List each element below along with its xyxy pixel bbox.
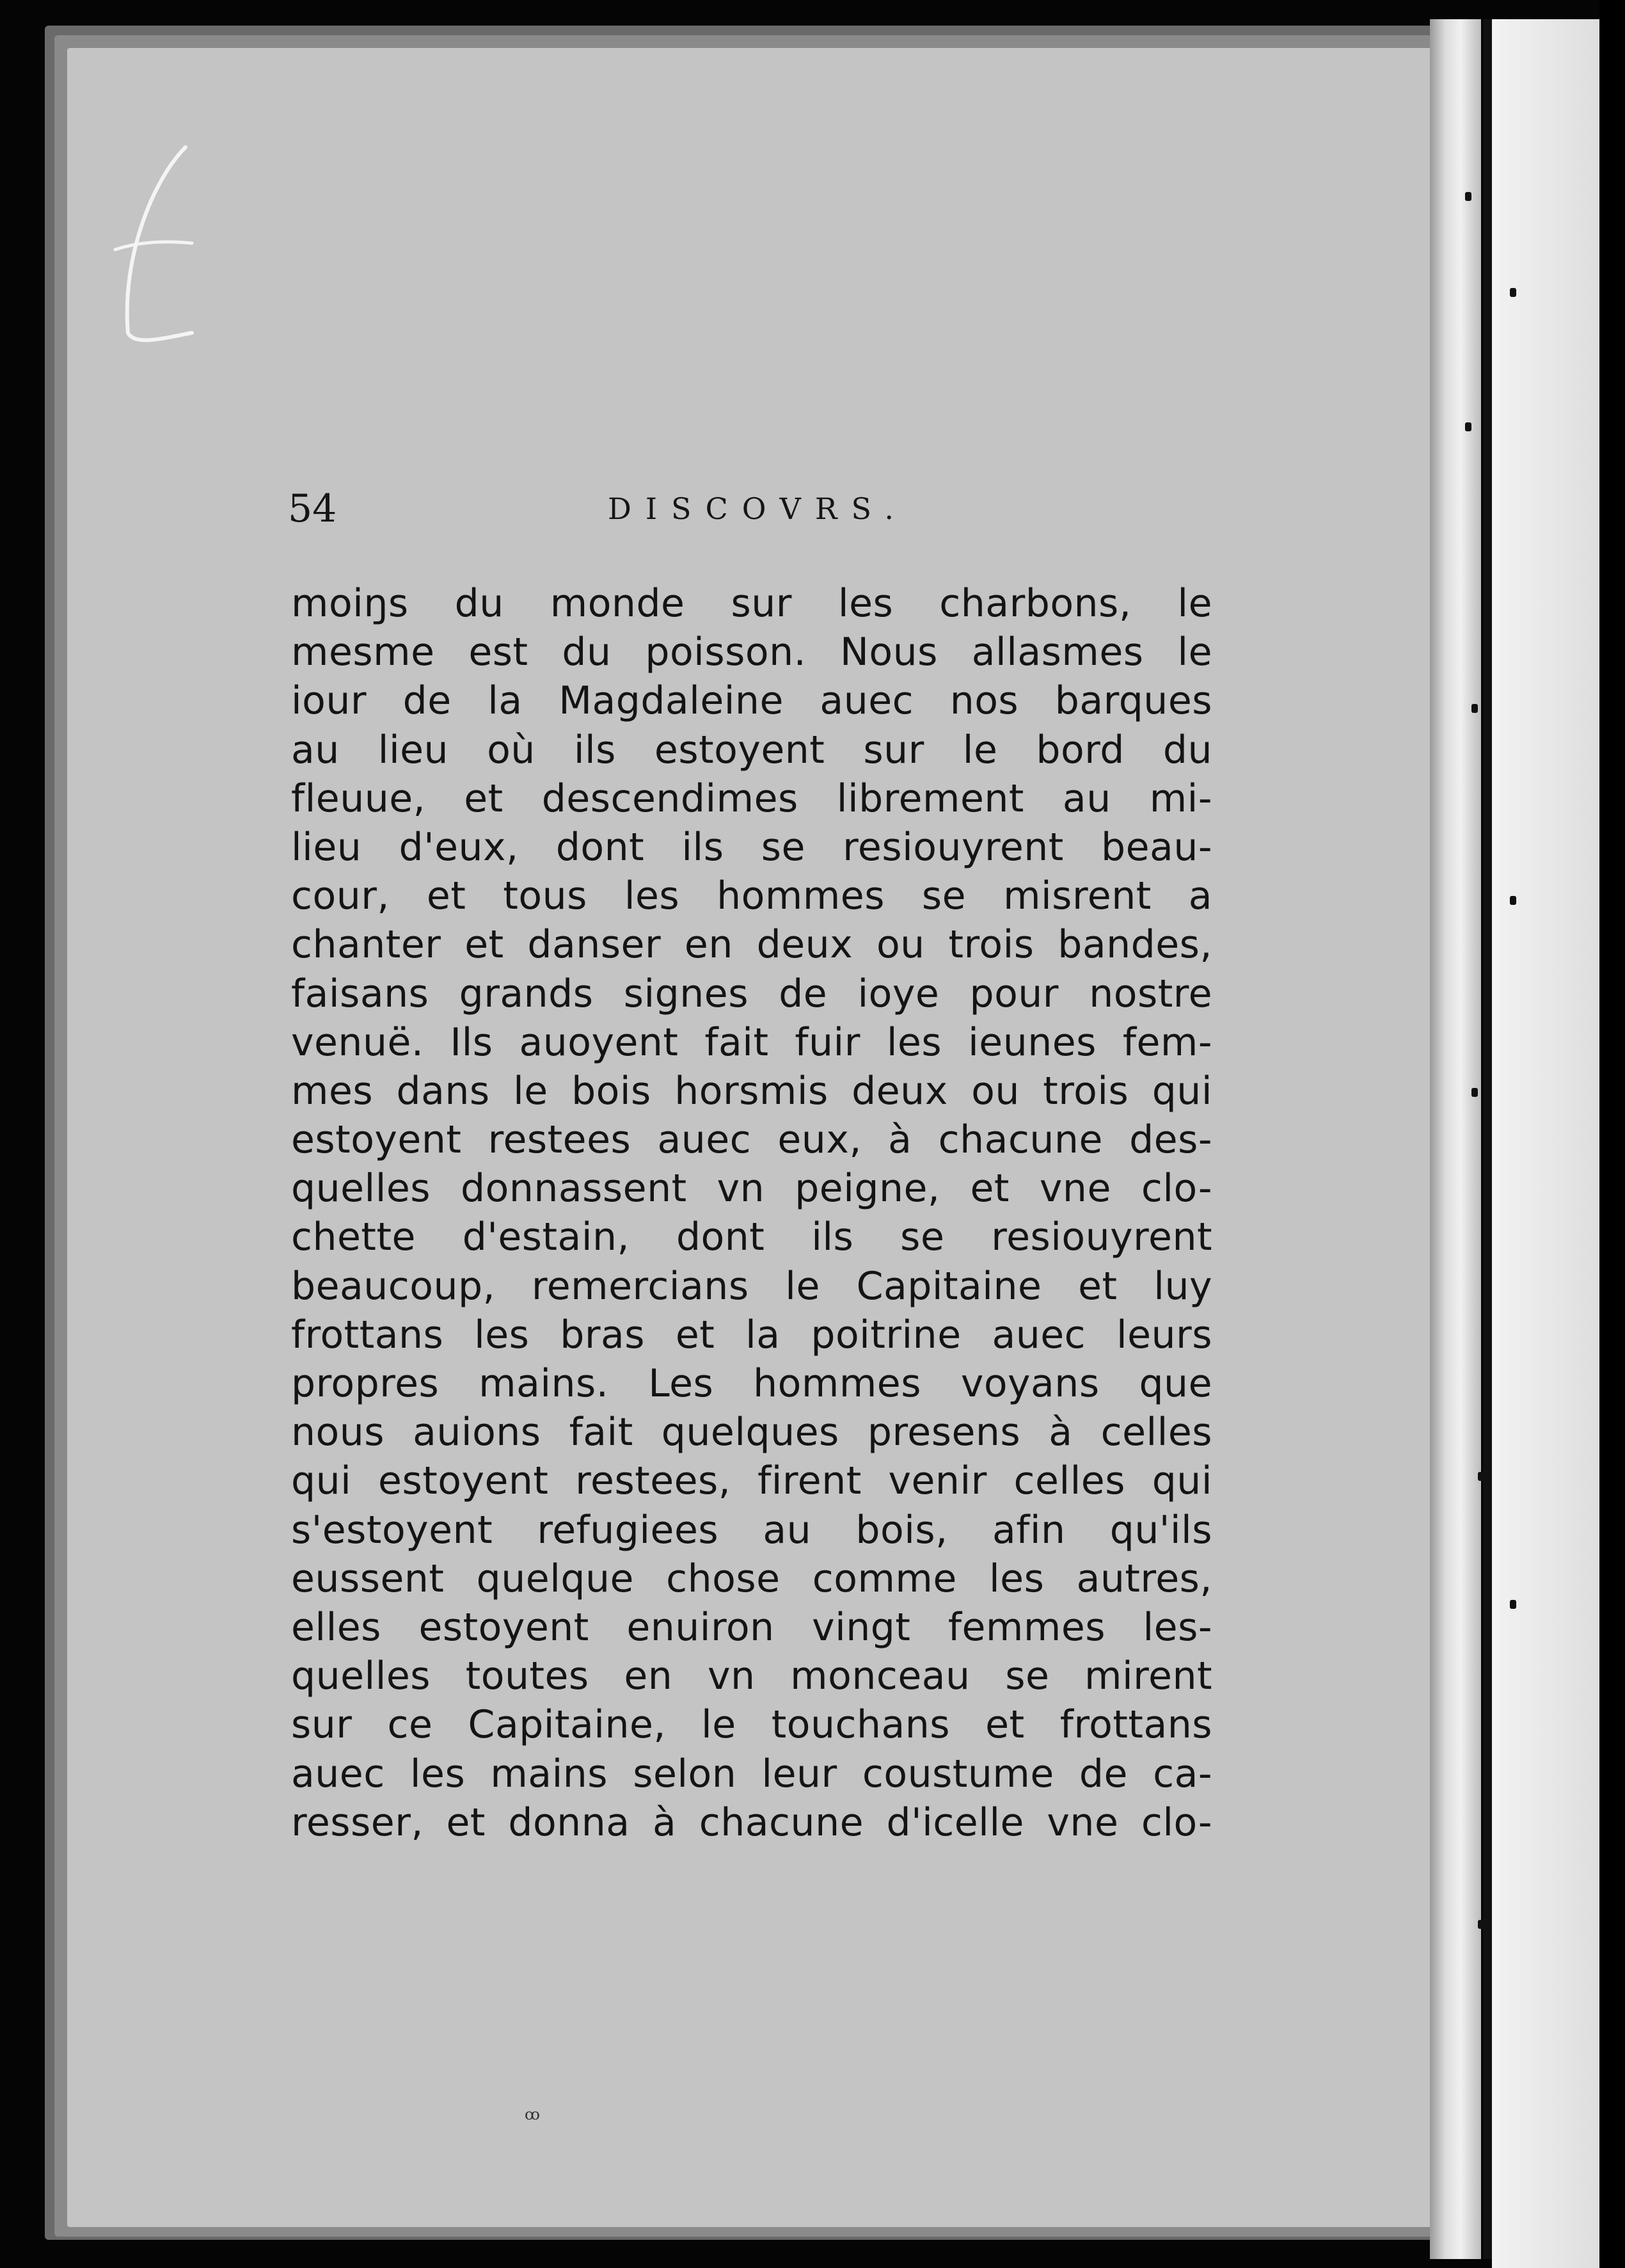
binding-stitch [1510,1600,1516,1609]
signature-mark: ꝏ [525,2105,540,2123]
text-line: mes dans le bois horsmis deux ou trois qui [291,1068,1212,1114]
text-line: iour de la Magdaleine auec nos barques [291,678,1212,724]
text-line: quelles donnassent vn peigne, et vne clo- [291,1166,1212,1211]
text-line: nous auions fait quelques presens à celles [291,1410,1212,1455]
binding-stitch [1465,192,1471,201]
page-number: 54 [288,486,337,531]
binding-stitch [1478,1472,1484,1481]
text-line: mesme est du poisson. Nous allasmes le [291,630,1212,675]
binding-stitch [1471,704,1478,713]
text-line: beaucoup, remercians le Capitaine et luy [291,1263,1212,1309]
binding-stitch [1465,422,1471,431]
text-line: quelles toutes en vn monceau se mirent [291,1654,1212,1699]
text-line: s'estoyent refugiees au bois, afin qu'ils [291,1507,1212,1553]
text-line: venuë. Ils auoyent fait fuir les ieunes fem- [291,1019,1212,1065]
running-head: DISCOVRS. [608,491,908,526]
text-line: chette d'estain, dont ils se resiouyrent [291,1215,1212,1260]
binding-stitch [1478,1920,1484,1929]
binding-stitch [1510,288,1516,297]
text-line: au lieu où ils estoyent sur le bord du [291,727,1212,772]
text-line: chanter et danser en deux ou trois bandes, [291,922,1212,968]
text-line: faisans grands signes de ioye pour nostre [291,971,1212,1016]
scan-edge [1599,0,1625,2268]
text-line: elles estoyent enuiron vingt femmes les- [291,1604,1212,1650]
text-line: cour, et tous les hommes se misrent a [291,874,1212,919]
binding-stitch [1471,1088,1478,1097]
text-line: resser, et donna à chacune d'icelle vne clo- [291,1800,1212,1845]
book-gutter [1430,19,1481,2259]
text-line: qui estoyent restees, firent venir celles qui [291,1458,1212,1504]
text-line: auec les mains selon leur coustume de ca- [291,1751,1212,1796]
text-line: eussent quelque chose comme les autres, [291,1556,1212,1601]
text-line: propres mains. Les hommes voyans que [291,1361,1212,1406]
binding-spine [1483,19,1492,2259]
text-line: sur ce Capitaine, le touchans et frottans [291,1702,1212,1748]
binding-stitch [1510,896,1516,905]
text-line: frottans les bras et la poitrine auec leurs [291,1312,1212,1357]
text-line: lieu d'eux, dont ils se resiouyrent beau- [291,824,1212,870]
text-line: estoyent restees auec eux, à chacune des- [291,1117,1212,1163]
text-line: fleuue, et descendimes librement au mi- [291,776,1212,821]
page-header [288,486,1209,544]
body-text [291,579,1212,1847]
pencil-mark [96,141,211,358]
text-line: moiŋs du monde sur les charbons, le [291,581,1212,626]
